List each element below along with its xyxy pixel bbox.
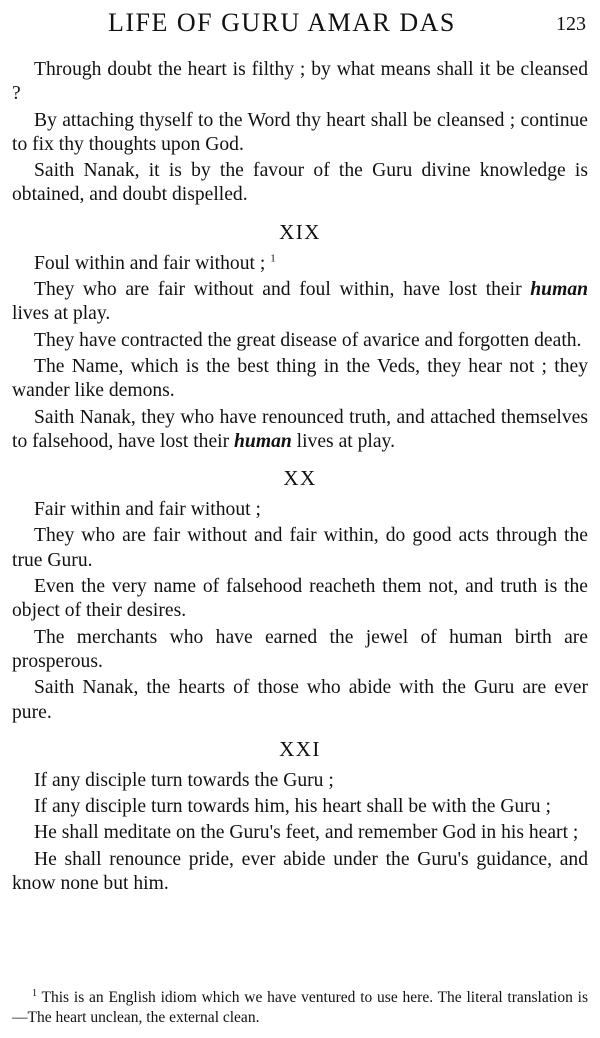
running-title: LIFE OF GURU AMAR DAS — [108, 8, 456, 37]
footnote-body: This is an English idiom which we have ventured to use here. The literal translation is—The heart unclean, the external clean. — [12, 989, 588, 1026]
paragraph: If any disciple turn towards the Guru ; — [34, 769, 334, 791]
page-body — [12, 58, 588, 898]
paragraph: Even the very name of falsehood reacheth them not, and truth is the object of their desires. — [12, 576, 588, 622]
section-heading-xxi: XXI — [279, 736, 321, 761]
paragraph: They who are fair without and fair within, do good acts through the true Guru. — [12, 525, 588, 571]
paragraph: Fair within and fair without ; — [34, 499, 261, 521]
paragraph — [12, 278, 588, 327]
paragraph: Through doubt the heart is filthy ; by what means shall it be cleansed ? — [12, 59, 588, 105]
paragraph-text: Saith Nanak, they who have renounced truth, and attached themselves to falsehood, have lost their — [12, 406, 588, 452]
paragraph: Saith Nanak, it is by the favour of the Guru divine knowledge is obtained, and doubt dispelled. — [12, 160, 588, 206]
page-header — [0, 6, 600, 40]
paragraph: The Name, which is the best thing in the Veds, they hear not ; they wander like demons. — [12, 355, 588, 402]
section-heading-xix: XIX — [279, 219, 321, 244]
paragraph: He shall meditate on the Guru's feet, and remember God in his heart ; — [34, 822, 579, 844]
paragraph: If any disciple turn towards him, his heart shall be with the Guru ; — [34, 796, 551, 818]
footnote — [12, 988, 588, 1028]
paragraph-text: Foul within and fair without ; — [34, 252, 266, 274]
emphasis: human — [530, 279, 589, 301]
paragraph — [12, 252, 588, 276]
footnote-text — [12, 988, 588, 1028]
footnote-marker: 1 — [32, 987, 37, 999]
paragraph — [12, 406, 588, 455]
section-heading-xx: XX — [283, 466, 317, 491]
footnote-marker: 1 — [270, 252, 276, 265]
paragraph: He shall renounce pride, ever abide under the Guru's guidance, and know none but him. — [12, 848, 588, 895]
paragraph-text: lives at play. — [296, 430, 395, 452]
paragraph: The merchants who have earned the jewel of human birth are prosperous. — [12, 626, 588, 672]
page-number: 123 — [556, 13, 586, 35]
paragraph-text: They who are fair without and foul within, have lost their — [34, 279, 522, 301]
paragraph: Saith Nanak, the hearts of those who abide with the Guru are ever pure. — [12, 677, 588, 723]
paragraph-text: lives at play. — [12, 303, 111, 325]
paragraph: They have contracted the great disease of avarice and forgotten death. — [34, 329, 582, 351]
emphasis: human — [234, 430, 292, 452]
paragraph: By attaching thyself to the Word thy heart shall be cleansed ; continue to fix thy thoughts upon God. — [12, 109, 588, 155]
